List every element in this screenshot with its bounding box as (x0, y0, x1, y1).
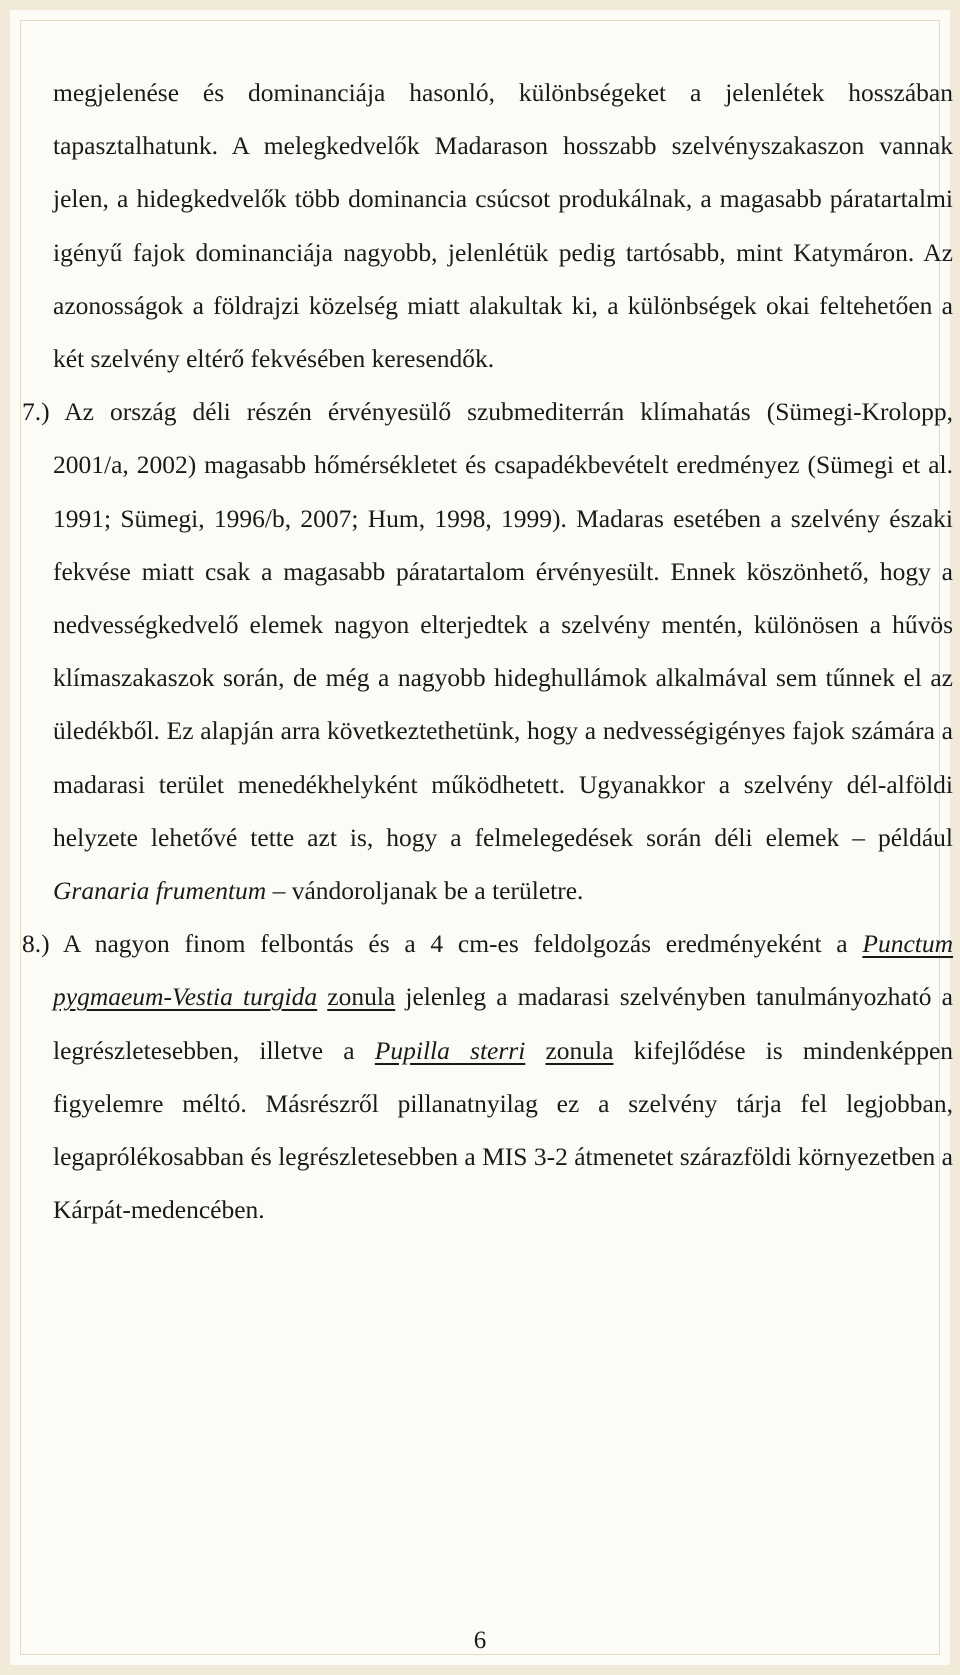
paragraph-8-tail: kifejlődése is mindenképpen figyelemre méltó. Másrészről pillanatnyilag ez a szelvény tárja fel legjobban, legaprólékosabban és legrészletesebben a MIS 3-2 átmenetet szárazföldi környezetben a Kárpát-medencében. (53, 1035, 954, 1225)
paragraph-8 (22, 917, 954, 1236)
document-body (22, 66, 954, 1236)
paragraph-8-mid: jelenleg a madarasi szelvényben tanulmányozható a legrészletesebben, illetve a (53, 982, 953, 1065)
paragraph-7-number: 7.) (22, 397, 50, 427)
paragraph-continuation: megjelenése és dominanciája hasonló, különbségeket a jelenlétek hosszában tapasztalhatunk. A melegkedvelők Madarason hosszabb szelvényszakaszon vannak jelen, a hidegkedvelők több dominancia csúcsot produkálnak, a magasabb páratartalmi igényű fajok dominanciája nagyobb, jelenlétük pedig tartósabb, mint Katymáron. Az azonosságok a földrajzi közelség miatt alakultak ki, a különbségek okai feltehetően a két szelvény eltérő fekvésében keresendők. (53, 78, 953, 374)
page-number: 6 (473, 1627, 487, 1654)
species-name-pupilla: Pupilla sterri (374, 1035, 526, 1065)
paragraph-8-lead: A nagyon finom felbontás és a 4 cm-es feldolgozás eredményeként a (62, 929, 848, 959)
paragraph-8-number: 8.) (22, 929, 50, 959)
zonula-label-1: zonula (327, 982, 396, 1012)
paragraph-7 (22, 385, 953, 917)
species-name-punctum-vestia: Punctum pygmaeum-Vestia turgida (53, 929, 954, 1012)
paragraph-7-text: Az ország déli részén érvényesülő szubmediterrán klímahatás (Sümegi-Krolopp, 2001/a, 2002) magasabb hőmérsékletet és csapadékbevételt eredményez (Sümegi et al. 1991; Sümegi, 1996/b, 2007; Hum, 1998, 1999). Madaras esetében a szelvény északi fekvése miatt csak a magasabb páratartalom érvényesült. Ennek köszönhető, hogy a nedvességkedvelő elemek nagyon elterjedtek a szelvény mentén, különösen a hűvös klímaszakaszok során, de még a nagyobb hideghullámok alkalmával sem tűnnek el az üledékből. Ez alapján arra következtethetünk, hogy a nedvességigényes fajok számára a madarasi terület menedékhelyként működhetett. Ugyanakkor a szelvény dél-alföldi helyzete lehetővé tette azt is, hogy a felmelegedések során déli elemek – például (53, 397, 953, 852)
species-name-granaria: Granaria frumentum (53, 876, 267, 906)
zonula-label-2: zonula (545, 1035, 614, 1065)
paragraph-7-tail: – vándoroljanak be a területre. (272, 876, 584, 906)
